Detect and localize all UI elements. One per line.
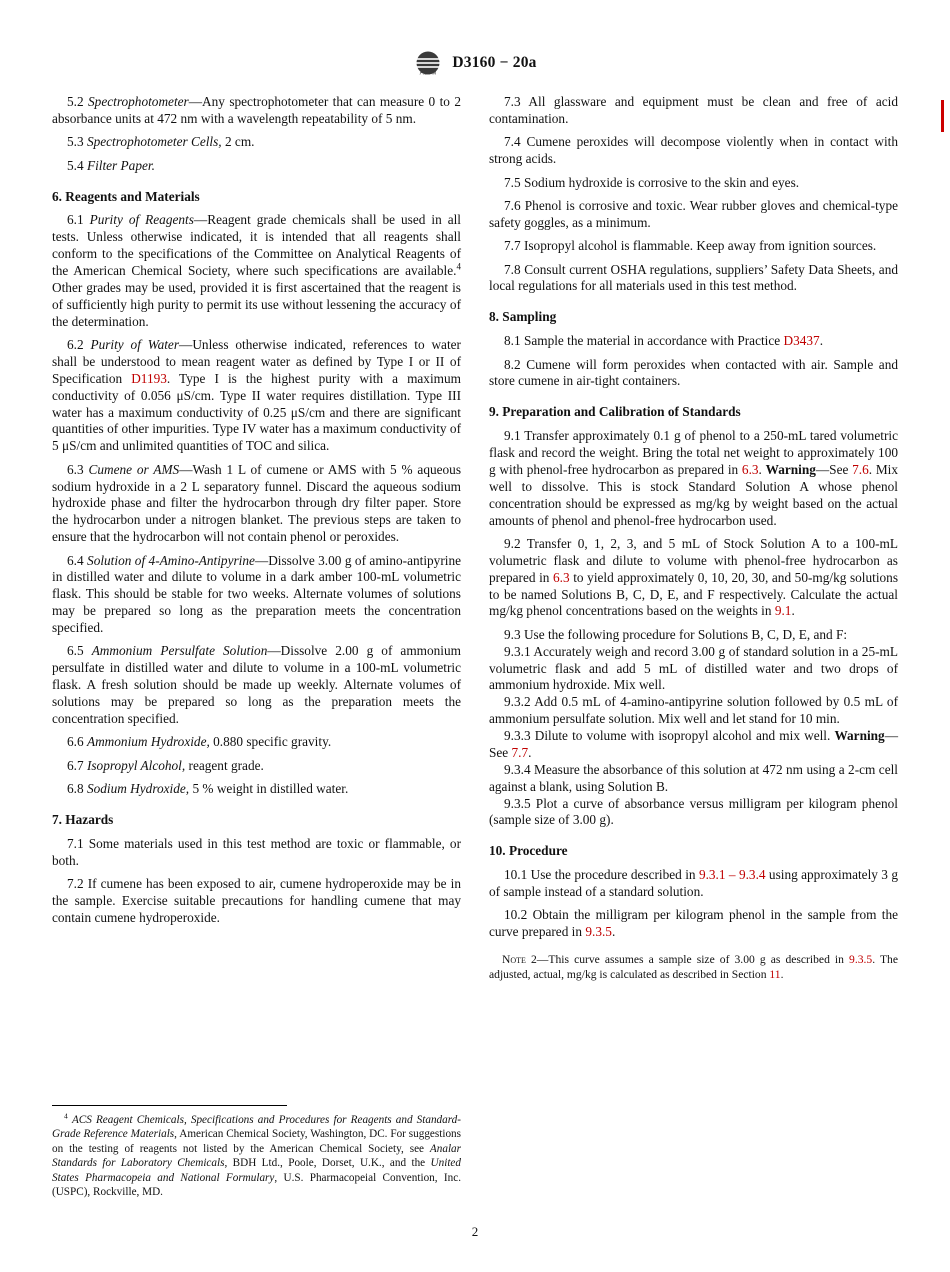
ref-link[interactable]: 11 bbox=[769, 968, 781, 982]
text-segment: Other grades may be used, provided it is first ascertained that the reagent is of sufficiently high purity to permit its use without lessening the accuracy of the determination. bbox=[52, 279, 461, 329]
text-segment: 8.1 Sample the material in accordance with Practice bbox=[504, 333, 784, 349]
text-segment: 4 bbox=[456, 261, 461, 272]
text-segment: —Dissolve 2.00 g of ammonium persulfate in distilled water and dilute to volume in a 100-mL volumetric flask. A fresh solution should be made up weekly. Alternate volumes of solutions may be prepared so long as the preparation meets the concentration specified. bbox=[52, 643, 461, 726]
right-column bbox=[489, 94, 898, 1200]
text-segment: . Mix well to dissolve. This is stock Standard Solution A whose phenol concentration should be expressed as mg/kg by weight based on the actual amounts of phenol and phenol-free hydrocarbon used. bbox=[489, 461, 898, 528]
paragraph: 9.3.1 Accurately weigh and record 3.00 g of standard solution in a 25-mL volumetric flask and add 5 mL of distilled water and two drops of ammonium hydroxide. Mix well. bbox=[489, 643, 898, 693]
text-segment: 5 % weight in distilled water. bbox=[189, 781, 349, 796]
section-heading: 9. Preparation and Calibration of Standards bbox=[489, 404, 741, 420]
footnote-rule bbox=[52, 1105, 287, 1106]
page-header bbox=[0, 0, 950, 76]
text-segment: 9.2 Transfer 0, 1, 2, 3, and 5 mL of Stock Solution A to a 100-mL volumetric flask and dilute to volume with phenol-free hydrocarbon as prepared in bbox=[489, 535, 898, 585]
paragraph: 9.3.4 Measure the absorbance of this solution at 472 nm using a 2-cm cell against a blank, using Solution B. bbox=[489, 761, 898, 794]
paragraph bbox=[52, 643, 461, 727]
text-segment: . The adjusted, actual, mg/kg is calculated as described in Section bbox=[489, 953, 898, 982]
text-segment: Spectrophotometer bbox=[88, 94, 189, 109]
text-segment: Analar Standards for Laboratory Chemicals bbox=[52, 1142, 461, 1170]
paragraph bbox=[52, 134, 461, 151]
paragraph bbox=[489, 536, 898, 620]
text-segment: Warning bbox=[765, 461, 816, 477]
text-segment: , American Chemical Society, Washington, DC. For suggestions on the testing of reagents not listed by the American Chemical Society, see bbox=[52, 1128, 461, 1155]
section-heading: 7. Hazards bbox=[52, 811, 114, 827]
text-segment: —Wash 1 L of cumene or AMS with 5 % aqueous sodium hydroxide in a 2 L separatory funnel. Discard the aqueous sodium hydroxide phase and filter the hydrocarbon through dry filter paper. Store the hydrocarbon under a nitrogen blanket. The previous steps are taken to ensure that the hydrocarbon will not contain phenol or peroxides. bbox=[52, 461, 461, 545]
ref-link[interactable]: 9.3.5 bbox=[585, 924, 612, 940]
ref-link[interactable]: 9.1 bbox=[774, 603, 792, 619]
text-segment: 6.5 bbox=[67, 643, 92, 659]
text-segment: —Reagent grade chemicals shall be used in all tests. Unless otherwise indicated, it is intended that all reagents shall conform to the specifications of the Committee on Analytical Reagents of the American Chemical Society, where such specifications are available. bbox=[52, 212, 462, 278]
text-segment: 6.4 bbox=[67, 552, 88, 568]
text-segment: . bbox=[528, 744, 532, 760]
section-heading: 10. Procedure bbox=[489, 843, 568, 859]
left-column-blocks bbox=[52, 94, 461, 927]
text-segment: —This curve assumes a sample size of 3.00 g as described in bbox=[536, 953, 850, 967]
text-segment: 6.7 bbox=[67, 757, 87, 773]
text-segment: . bbox=[780, 968, 784, 982]
ref-link[interactable]: 9.3.1 – 9.3.4 bbox=[698, 867, 766, 883]
paragraph: 9.3.2 Add 0.5 mL of 4-amino-antipyrine solution followed by 0.5 mL of ammonium persulfate solution. Mix well and let stand for 10 min. bbox=[489, 694, 898, 727]
text-segment: —See bbox=[489, 728, 898, 760]
footnote-text bbox=[52, 1110, 461, 1200]
text-segment: Purity of Reagents bbox=[89, 212, 194, 228]
paragraph bbox=[489, 333, 898, 350]
page-footer bbox=[0, 1224, 950, 1240]
text-segment: 6.1 bbox=[67, 212, 90, 228]
paragraph bbox=[489, 867, 898, 901]
paragraph bbox=[52, 758, 461, 775]
text-segment: —Unless otherwise indicated, references to water shall be understood to mean reagent water as defined by Type I or II of Specification bbox=[52, 337, 461, 386]
paragraph bbox=[52, 734, 461, 751]
text-segment: to yield approximately 0, 10, 20, 30, and 50-mg/kg solutions to be named Solutions B, C, D, E, and F respectively. Calculate the actual mg/kg phenol concentrations based on the weights in bbox=[489, 569, 899, 619]
paragraph bbox=[489, 728, 898, 762]
paragraph bbox=[52, 158, 461, 175]
right-column-blocks bbox=[489, 94, 898, 982]
text-segment: using approximately 3 g of sample instead of a standard solution. bbox=[489, 867, 898, 899]
astm-logo bbox=[413, 50, 443, 76]
text-segment: reagent grade. bbox=[185, 757, 264, 773]
ref-link[interactable]: 9.3.5 bbox=[849, 953, 873, 967]
paragraph: 7.7 Isopropyl alcohol is flammable. Keep away from ignition sources. bbox=[504, 238, 877, 254]
text-segment: . bbox=[611, 924, 616, 940]
text-segment: Note 2 bbox=[502, 953, 537, 967]
text-segment: Warning bbox=[834, 728, 885, 743]
paragraph bbox=[52, 94, 461, 128]
paragraph bbox=[489, 428, 898, 529]
text-segment: 10.2 Obtain the milligram per kilogram phenol in the sample from the curve prepared in bbox=[489, 907, 898, 940]
text-segment: Spectrophotometer Cells, bbox=[86, 134, 222, 150]
text-segment: 2 cm. bbox=[221, 134, 255, 150]
text-segment: Ammonium Hydroxide, bbox=[86, 734, 210, 750]
text-segment: —Dissolve 3.00 g of amino-antipyrine in distilled water and dilute to volume in a dark amber 100-mL volumetric flask. This should be stable for two weeks. Alternate volumes of solutions may be prepared so long as the preparation meets the concentration specified. bbox=[52, 552, 461, 635]
paragraph bbox=[52, 212, 461, 330]
text-segment: . bbox=[791, 603, 795, 619]
page-number: 2 bbox=[471, 1224, 479, 1239]
section-heading: 6. Reagents and Materials bbox=[52, 188, 200, 204]
paragraph bbox=[52, 337, 461, 455]
ref-link[interactable]: D1193 bbox=[131, 370, 167, 386]
paragraph: 7.6 Phenol is corrosive and toxic. Wear rubber gloves and chemical-type safety goggles, as a minimum. bbox=[489, 197, 898, 230]
doc-code: D3160 − 20a bbox=[452, 54, 537, 71]
paragraph: 7.2 If cumene has been exposed to air, cumene hydroperoxide may be in the sample. Exercise suitable precautions for handling cumene that may contain cumene hydroperoxide. bbox=[52, 876, 461, 925]
paragraph: 8.2 Cumene will form peroxides when contacted with air. Sample and store cumene in air-tight containers. bbox=[489, 356, 898, 389]
text-segment: . Type I is the highest purity with a maximum conductivity of 0.056 μS/cm. Type II water requires distillation. Type III water has a maximum conductivity of 0.25 μS/cm and there are significant quantities of other impurities. Type IV water has a maximum conductivity of 5 μS/cm and unlimited quantities of TOC and silica. bbox=[52, 370, 461, 454]
paragraph bbox=[52, 553, 461, 637]
text-segment: 0.880 specific gravity. bbox=[209, 734, 332, 750]
text-segment: 9.3.3 Dilute to volume with isopropyl alcohol and mix well. bbox=[504, 728, 835, 743]
paragraph: 7.3 All glassware and equipment must be clean and free of acid contamination. bbox=[489, 94, 898, 126]
ref-link[interactable]: 6.3 bbox=[553, 569, 570, 585]
paragraph: 7.5 Sodium hydroxide is corrosive to the skin and eyes. bbox=[504, 174, 800, 190]
svg-text:ASTM: ASTM bbox=[420, 70, 437, 76]
note-paragraph bbox=[489, 952, 898, 982]
paragraph: 9.3 Use the following procedure for Solutions B, C, D, E, and F: bbox=[504, 626, 848, 642]
text-segment: 5.3 bbox=[67, 134, 87, 150]
text-segment: Sodium Hydroxide, bbox=[86, 781, 190, 796]
text-segment: 6.2 bbox=[67, 337, 91, 352]
paragraph bbox=[489, 907, 898, 941]
text-segment: Isopropyl Alcohol, bbox=[86, 757, 186, 773]
text-segment: , BDH Ltd., Poole, Dorset, U.K., and the bbox=[224, 1157, 431, 1170]
text-segment: 6.8 bbox=[67, 781, 87, 796]
paragraph: 7.1 Some materials used in this test method are toxic or flammable, or both. bbox=[52, 835, 461, 868]
two-column-body bbox=[0, 94, 950, 1200]
left-column bbox=[52, 94, 461, 1200]
ref-link[interactable]: 6.3 bbox=[741, 461, 759, 477]
text-segment: Filter Paper. bbox=[86, 157, 155, 173]
text-segment: 4 bbox=[64, 1110, 68, 1120]
text-segment: . bbox=[819, 333, 824, 349]
ref-link[interactable]: D3437 bbox=[783, 333, 820, 349]
text-segment: Ammonium Persulfate Solution bbox=[91, 643, 268, 659]
text-segment: , U.S. Pharmacopeial Convention, Inc. (USPC), Rockville, MD. bbox=[52, 1171, 461, 1199]
change-bar bbox=[941, 100, 944, 132]
text-segment: 5.4 bbox=[67, 157, 87, 173]
text-segment: 9.1 Transfer approximately 0.1 g of phenol to a 250-mL tared volumetric flask and record the weight. Bring the total net weight to approximately 100 g with phenol-free hydrocarbon as prepared in bbox=[489, 428, 898, 477]
ref-link[interactable]: 7.7 bbox=[511, 744, 529, 760]
text-segment: —See bbox=[815, 461, 853, 477]
paragraph: 7.4 Cumene peroxides will decompose violently when in contact with strong acids. bbox=[489, 134, 898, 167]
paragraph bbox=[52, 781, 461, 798]
paragraph bbox=[52, 462, 461, 546]
footnote bbox=[52, 1097, 461, 1200]
text-segment: Purity of Water bbox=[90, 337, 180, 352]
paragraph: 7.8 Consult current OSHA regulations, suppliers’ Safety Data Sheets, and local regulations for all materials used in this test method. bbox=[489, 261, 898, 294]
text-segment: Solution of 4-Amino-Antipyrine bbox=[87, 552, 255, 568]
text-segment: 6.6 bbox=[67, 734, 87, 750]
text-segment: Cumene or AMS bbox=[88, 461, 180, 477]
text-segment: —Any spectrophotometer that can measure 0 to 2 absorbance units at 472 nm with a wavelength repeatability of 5 nm. bbox=[52, 94, 462, 126]
text-segment: ACS Reagent Chemicals, Specifications and Procedures for Reagents and Standard-Grade Reference Materials bbox=[52, 1113, 461, 1141]
paragraph: 9.3.5 Plot a curve of absorbance versus milligram per kilogram phenol (sample size of 3.00 g). bbox=[489, 795, 898, 828]
text-segment: 10.1 Use the procedure described in bbox=[504, 867, 699, 883]
text-segment: 5.2 bbox=[67, 94, 89, 109]
text-segment: 6.3 bbox=[67, 461, 89, 477]
ref-link[interactable]: 7.6 bbox=[852, 461, 869, 477]
section-heading: 8. Sampling bbox=[489, 309, 557, 325]
text-segment: United States Pharmacopeia and National Formulary bbox=[52, 1157, 461, 1184]
text-segment: . bbox=[758, 461, 766, 477]
